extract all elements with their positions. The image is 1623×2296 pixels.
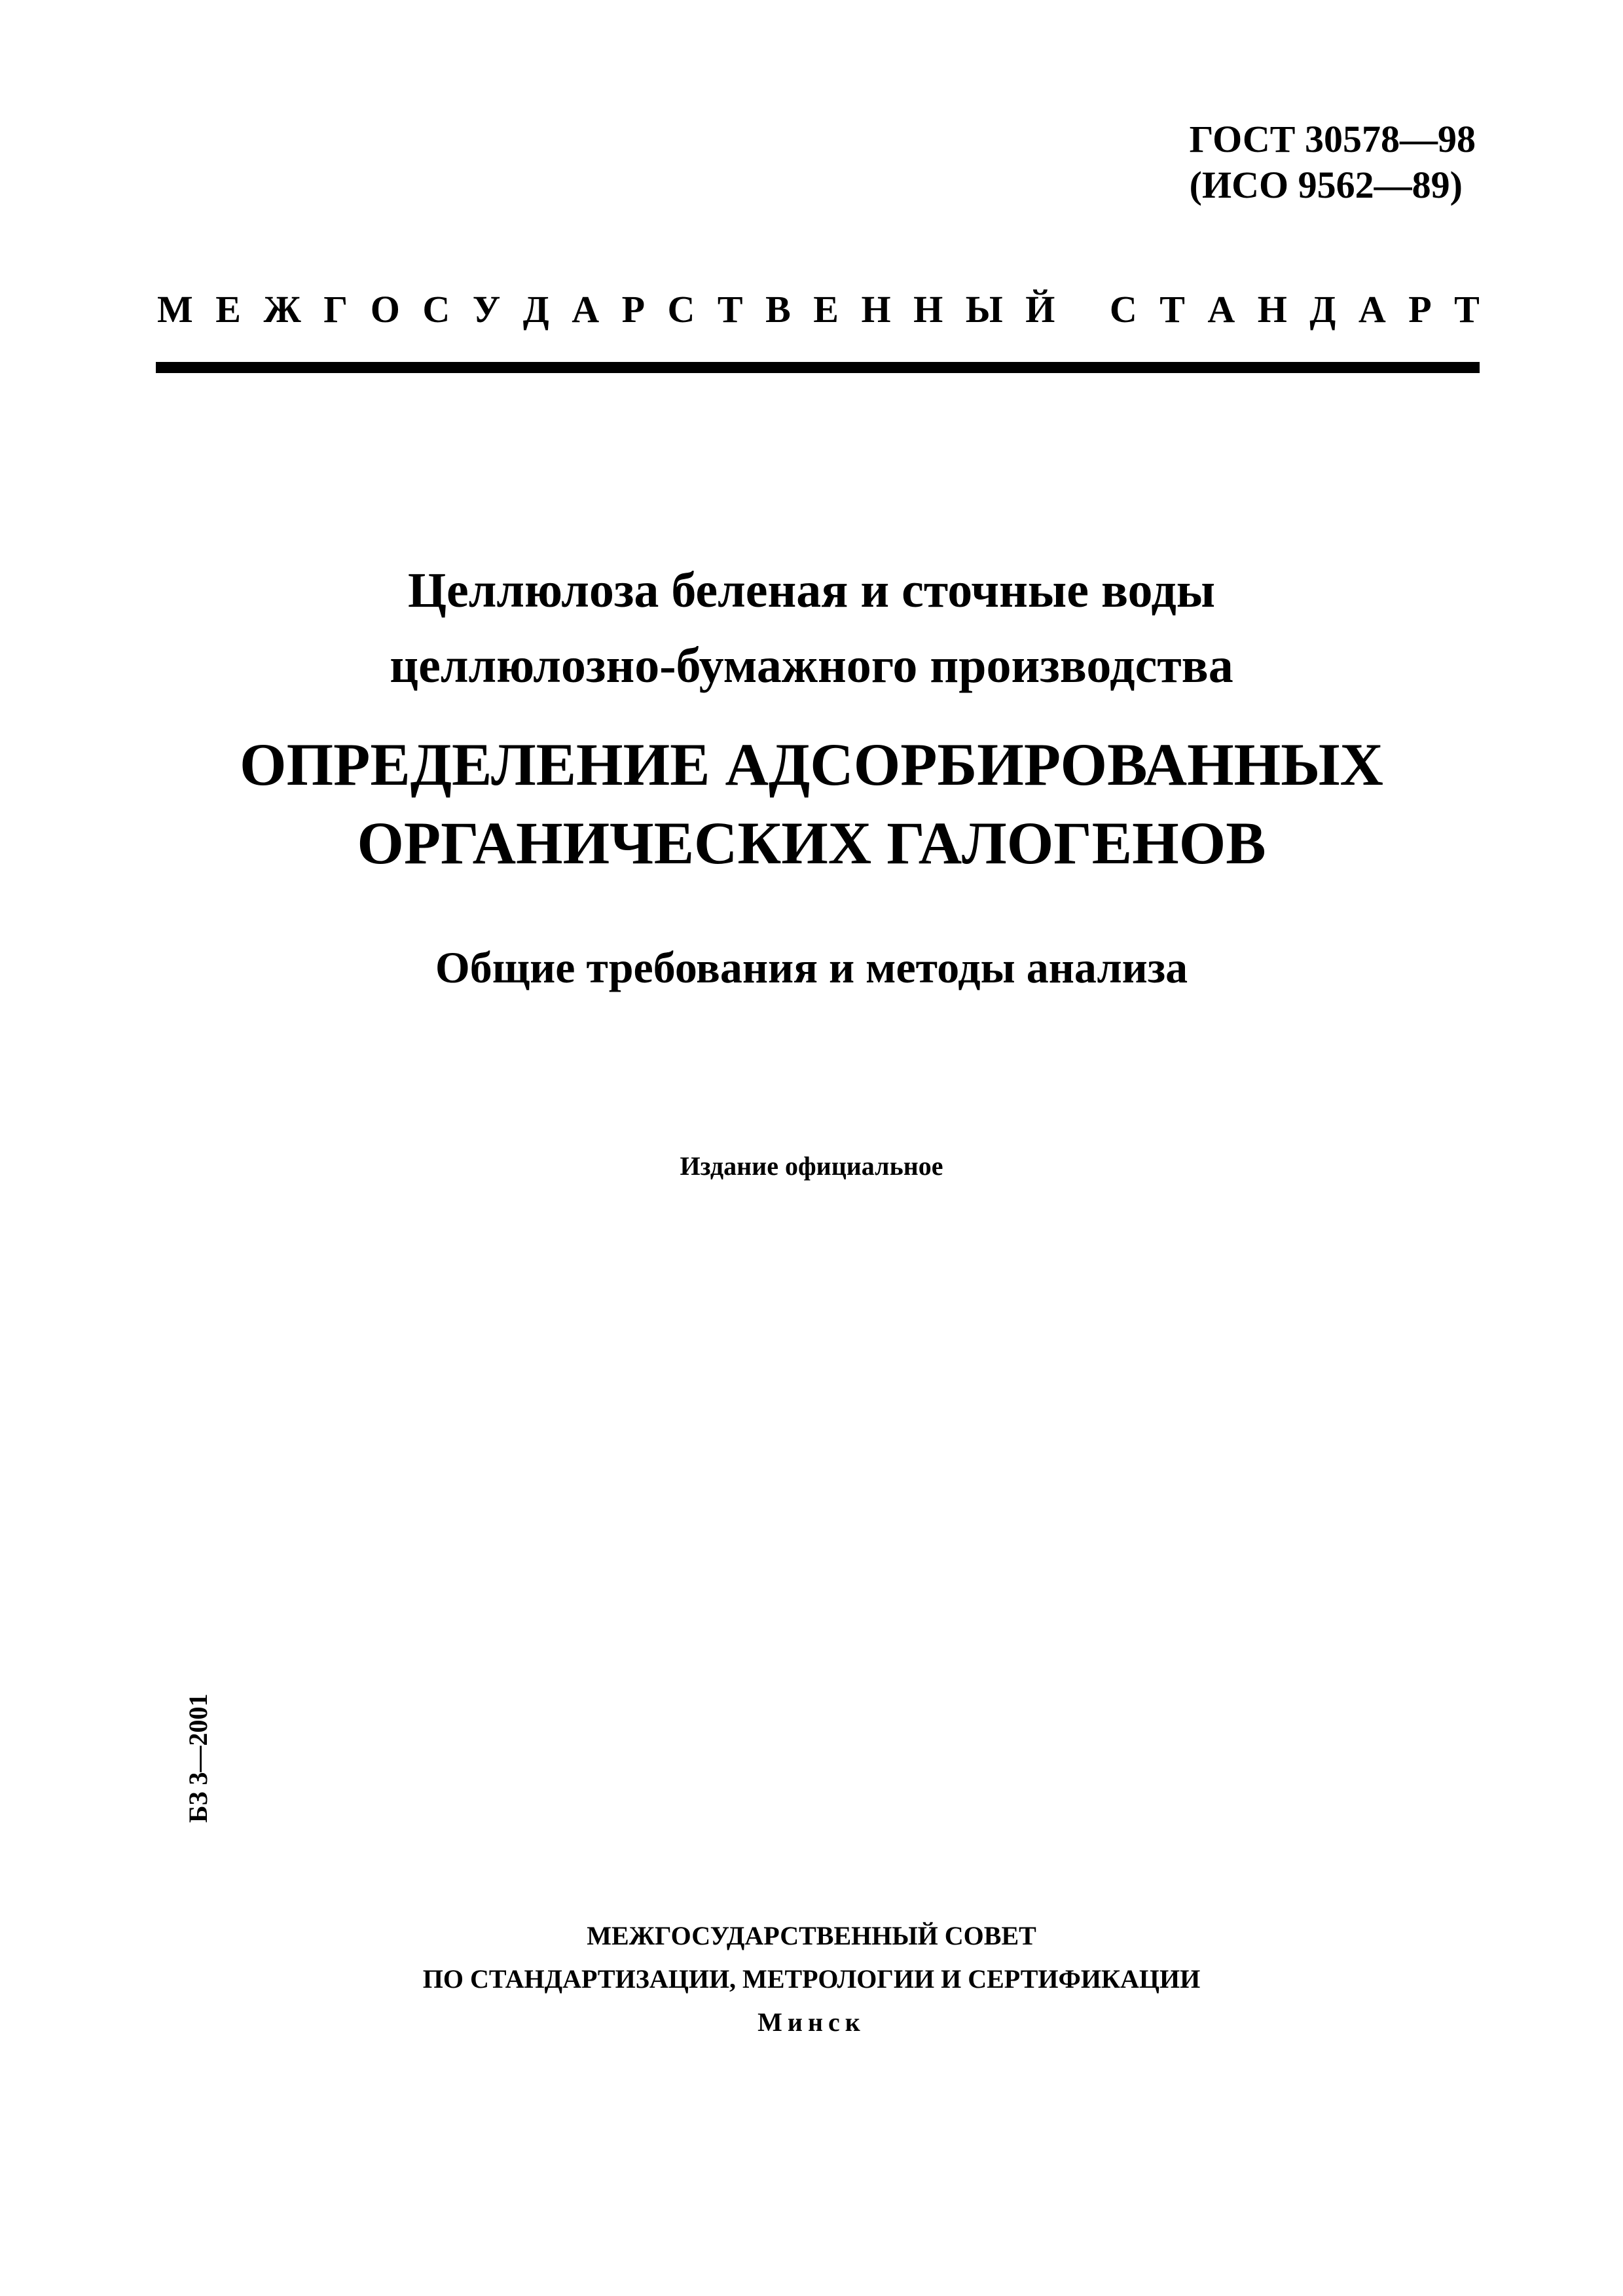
document-title	[0, 725, 1623, 882]
series-letter: Е	[215, 288, 241, 331]
series-letter: С	[667, 288, 695, 331]
series-letter: Т	[717, 288, 743, 331]
series-letter: Н	[913, 288, 943, 331]
series-letter: Ж	[263, 288, 301, 331]
document-subject	[0, 553, 1623, 704]
subject-line-2: целлюлозно-бумажного производства	[390, 638, 1233, 693]
series-letter: У	[472, 288, 501, 331]
series-word-gap	[1078, 287, 1087, 332]
heading-divider	[156, 362, 1480, 373]
document-subtitle: Общие требования и методы анализа	[435, 942, 1188, 992]
title-line-1: ОПРЕДЕЛЕНИЕ АДСОРБИРОВАННЫХ	[240, 731, 1383, 798]
iso-number: (ИСО 9562—89)	[1189, 164, 1463, 206]
series-letter: Д	[1309, 288, 1336, 331]
document-number-block	[1190, 117, 1476, 208]
subject-line-1: Целлюлоза беленая и сточные воды	[407, 563, 1216, 618]
series-letter: Д	[522, 288, 549, 331]
series-letter: А	[1358, 288, 1386, 331]
series-letter: О	[370, 288, 400, 331]
series-letter: А	[572, 288, 600, 331]
series-letter: С	[422, 288, 450, 331]
series-letter: М	[157, 288, 193, 331]
series-letter: Ы	[965, 288, 1003, 331]
series-letter: Н	[1257, 288, 1287, 331]
gost-number: ГОСТ 30578—98	[1189, 118, 1476, 160]
side-catalog-code: БЗ 3—2001	[183, 1693, 213, 1823]
series-letter: Р	[621, 288, 646, 331]
series-letter: Н	[861, 288, 891, 331]
series-letter: Т	[1454, 288, 1480, 331]
series-letter: Г	[323, 288, 348, 331]
series-letter: Р	[1408, 288, 1432, 331]
series-letter: А	[1207, 288, 1235, 331]
series-letter: В	[765, 288, 791, 331]
series-letter: Т	[1159, 288, 1185, 331]
publisher-line-1: МЕЖГОСУДАРСТВЕННЫЙ СОВЕТ	[587, 1921, 1036, 1950]
series-letter: С	[1109, 288, 1137, 331]
publisher-block	[0, 1914, 1623, 2044]
series-letter: Е	[813, 288, 839, 331]
title-line-2: ОРГАНИЧЕСКИХ ГАЛОГЕНОВ	[357, 810, 1266, 876]
publisher-line-2: ПО СТАНДАРТИЗАЦИИ, МЕТРОЛОГИИ И СЕРТИФИКАЦИИ	[422, 1964, 1201, 1994]
edition-note: Издание официальное	[680, 1151, 943, 1181]
series-letter: Й	[1025, 288, 1055, 331]
publisher-city: Минск	[757, 2007, 866, 2037]
standard-series-heading	[157, 287, 1480, 332]
